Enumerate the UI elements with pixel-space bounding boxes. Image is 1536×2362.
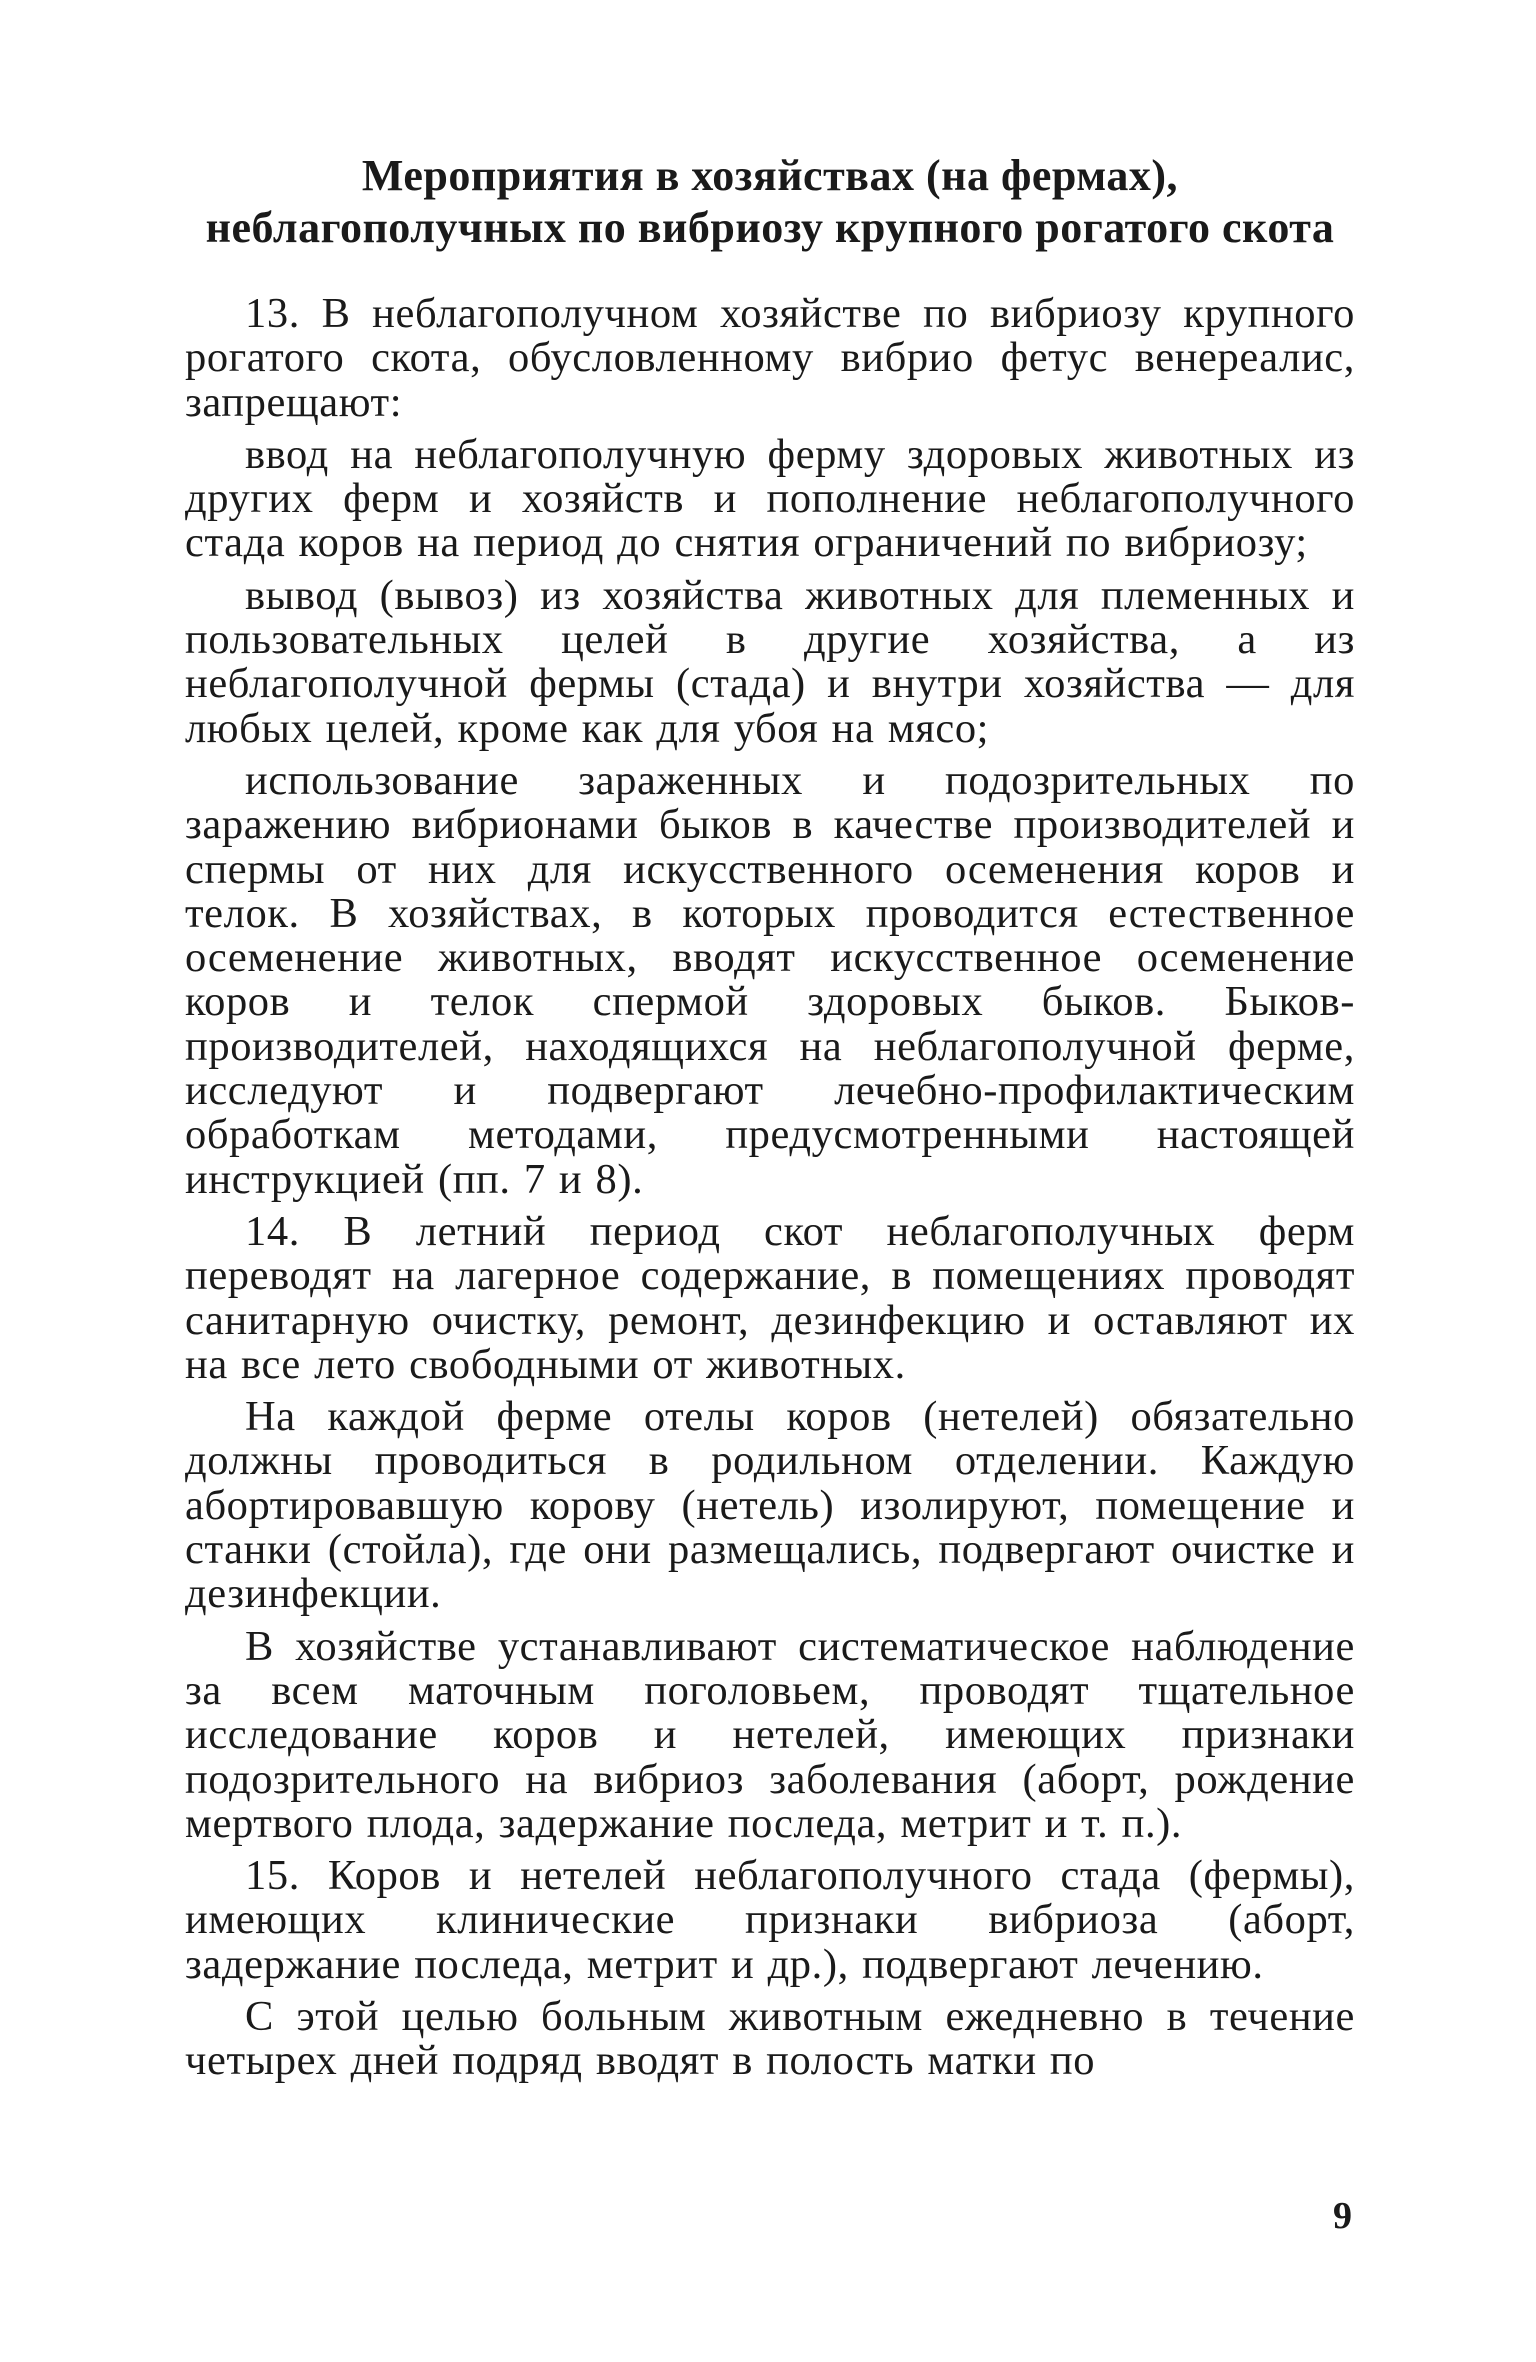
section-heading-line-1: Мероприятия в хозяйствах (на фермах), — [361, 151, 1179, 200]
section-heading — [185, 150, 1355, 254]
paragraph-observation: В хозяйстве устанавливают систематическое наблюдение за всем маточным поголовьем, проводят тщательное исследование коров и нетелей, имеющих признаки подозрительного на вибриоз заболевания (аборт, рождение мертвого плода, задержание последа, метрит и т. п.). — [185, 1622, 1355, 1847]
paragraph-13-intro: 13. В неблагополучном хозяйстве по вибриозу крупного рогатого скота, обусловленному вибрио фетус венереалис, запрещают: — [185, 290, 1355, 426]
paragraph-15: 15. Коров и нетелей неблагополучного стада (фермы), имеющих клинические признаки вибриоза (аборт, задержание последа, метрит и др.), подвергают лечению. — [185, 1852, 1355, 1988]
paragraph-ban-entry: ввод на неблагополучную ферму здоровых животных из других ферм и хозяйств и пополнение неблагополучного стада коров на период до снятия ограничений по вибриозу; — [185, 430, 1355, 567]
document-page — [185, 150, 1355, 2092]
paragraph-14: 14. В летний период скот неблагополучных ферм переводят на лагерное содержание, в помещениях проводят санитарную очистку, ремонт, дезинфекцию и оставляют их на все лето свободными от животных. — [185, 1207, 1355, 1388]
paragraph-ban-removal: вывод (вывоз) из хозяйства животных для племенных и пользовательных целей в другие хозяйства, а из неблагополучной фермы (стада) и внутри хозяйства — для любых целей, кроме как для убоя на мясо; — [185, 571, 1355, 752]
paragraph-treatment: С этой целью больным животным ежедневно в течение четырех дней подряд вводят в полость матки по — [185, 1992, 1355, 2085]
paragraph-calving: На каждой ферме отелы коров (нетелей) обязательно должны проводиться в родильном отделении. Каждую абортировавшую корову (нетель) изолируют, помещение и станки (стойла), где они размещались, подвергают очистке и дезинфекции. — [185, 1393, 1355, 1618]
section-heading-line-2: неблагополучных по вибриозу крупного рогатого скота — [205, 203, 1335, 252]
page-number: 9 — [1333, 2195, 1352, 2237]
paragraph-ban-bulls: использование зараженных и подозрительных по заражению вибрионами быков в качестве производителей и спермы от них для искусственного осеменения коров и телок. В хозяйствах, в которых проводится естественное осеменение животных, вводят искусственное осеменение коров и телок спермой здоровых быков. Быков-производителей, находящихся на неблагополучной ферме, исследуют и подвергают лечебно-профилактическим обработкам методами, предусмотренными настоящей инструкцией (пп. 7 и 8). — [185, 756, 1355, 1203]
